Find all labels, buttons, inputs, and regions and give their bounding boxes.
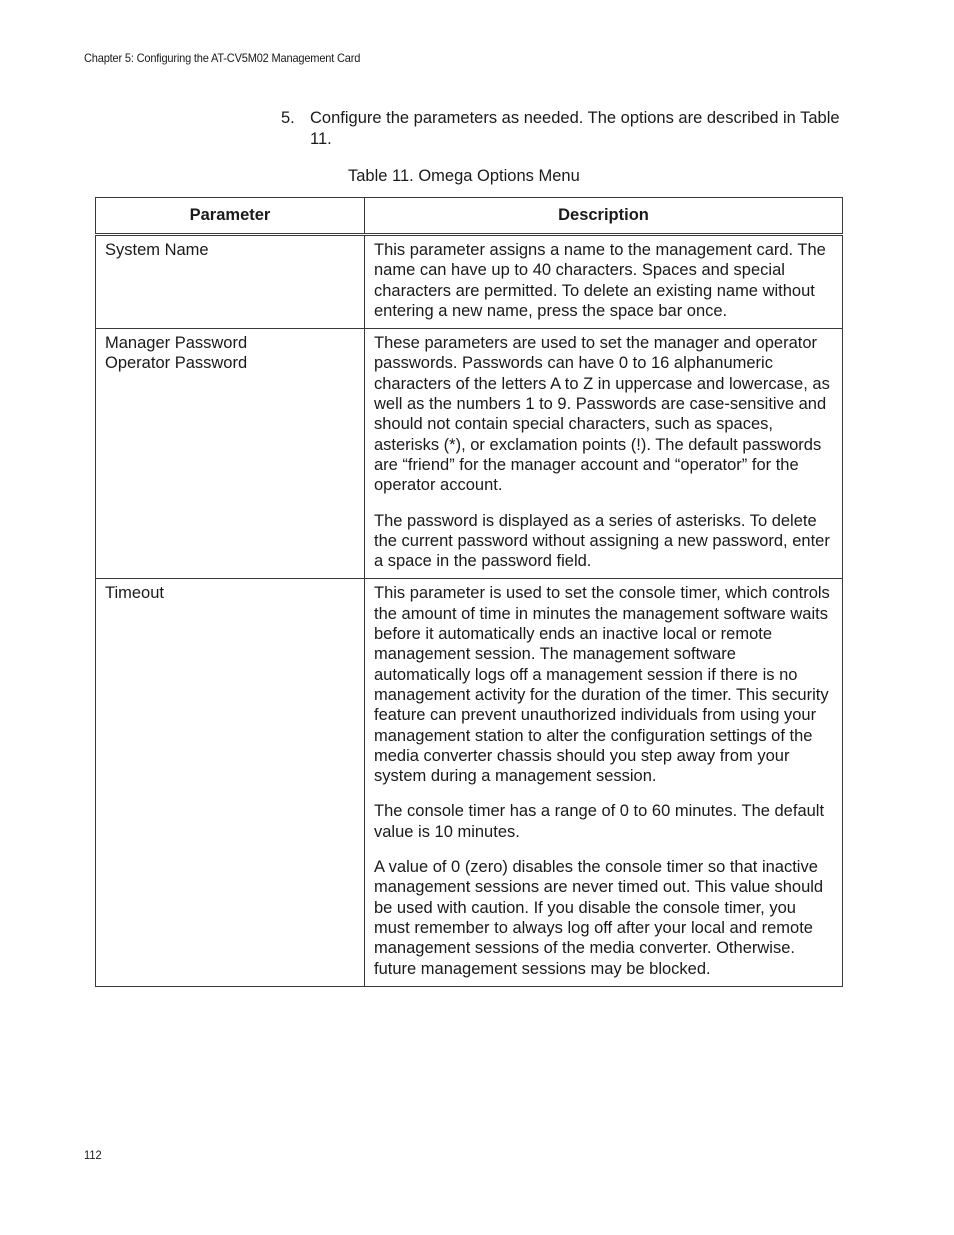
description-paragraph: This parameter is used to set the console timer, which controls the amount of time in minutes the management software waits before it automatically ends an inactive local or remote management session. The management software automatically logs off a management session if there is no management activity for the duration of the timer. This security feature can prevent unauthorized individuals from using your management station to alter the configuration settings of the media converter chassis should you step away from your system during a management session. <box>374 584 830 786</box>
parameter-name: System Name <box>105 241 209 259</box>
description-paragraph: The console timer has a range of 0 to 60 minutes. The default value is 10 minutes. <box>374 802 825 841</box>
table-row <box>96 579 843 986</box>
column-header-parameter: Parameter <box>96 198 365 235</box>
description-cell <box>365 579 843 986</box>
page-number: 112 <box>84 1148 102 1162</box>
table-header-row <box>96 198 843 235</box>
running-header: Chapter 5: Configuring the AT-CV5M02 Management Card <box>84 51 361 65</box>
description-paragraph: These parameters are used to set the manager and operator passwords. Passwords can have 0 to 16 alphanumeric characters of the letters A to Z in uppercase and lowercase, as well as the numbers 1 to 9. Passwords are case-sensitive and should not contain special characters, such as spaces, asterisks (*), or exclamation points (!). The default passwords are “friend” for the manager account and “operator” for the operator account. <box>374 334 830 495</box>
parameter-name: Manager Password <box>105 334 248 353</box>
description-paragraph: A value of 0 (zero) disables the console timer so that inactive management sessions are never timed out. This value should be used with caution. If you disable the console timer, you must remember to always log off after your local and remote management sessions of the media converter. Otherwise. future management sessions may be blocked. <box>374 858 824 978</box>
parameter-name: Timeout <box>105 584 164 603</box>
parameter-cell <box>96 329 365 579</box>
description-paragraph: The password is displayed as a series of asterisks. To delete the current password without assigning a new password, enter a space in the password field. <box>374 511 830 571</box>
description-cell <box>365 235 843 329</box>
table-row <box>96 235 843 329</box>
column-header-description: Description <box>365 198 843 235</box>
description-paragraph: This parameter assigns a name to the management card. The name can have up to 40 characters. Spaces and special characters are permitted. To delete an existing name without entering a new name, press the space bar once. <box>374 241 826 320</box>
step-text: Configure the parameters as needed. The options are described in Table 11. <box>310 109 840 148</box>
parameter-cell <box>96 579 365 986</box>
options-table <box>95 197 843 987</box>
step-number: 5. <box>281 109 295 127</box>
description-cell <box>365 329 843 579</box>
table-row <box>96 329 843 579</box>
parameter-cell <box>96 235 365 329</box>
table-caption: Table 11. Omega Options Menu <box>348 167 580 185</box>
parameter-name: Operator Password <box>105 354 248 373</box>
